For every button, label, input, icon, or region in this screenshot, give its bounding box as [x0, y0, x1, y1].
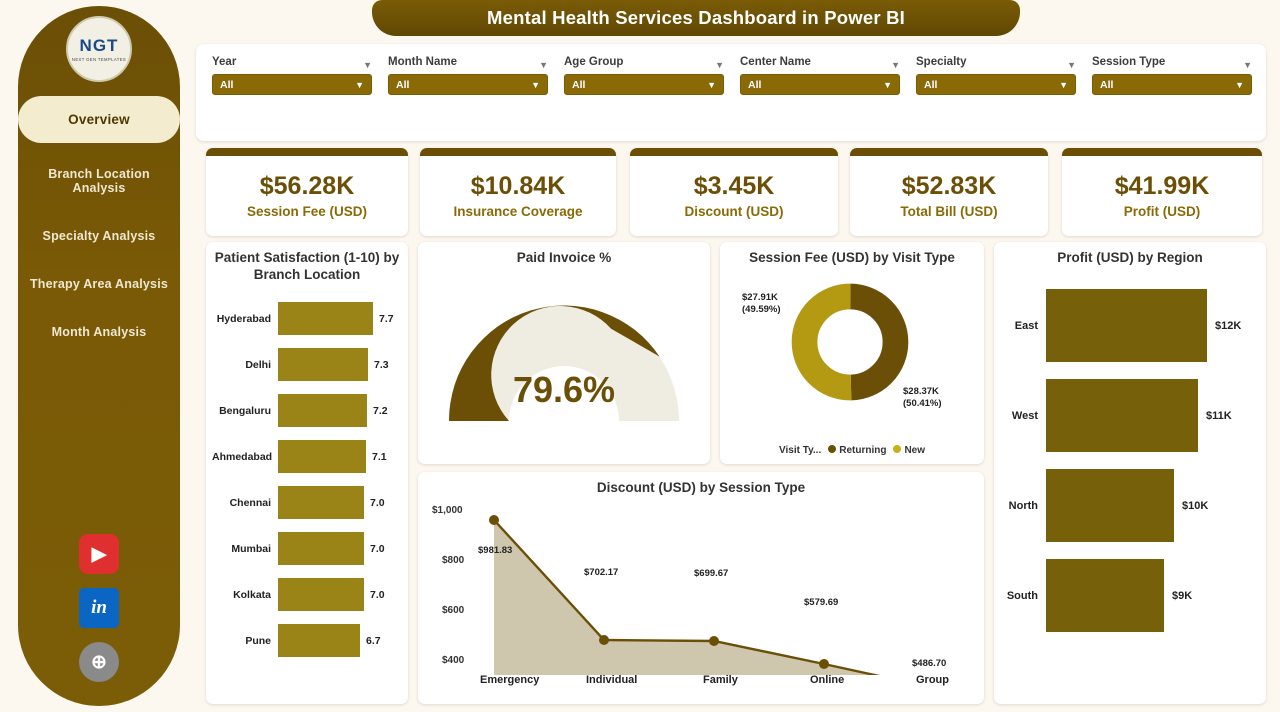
- filter-month-name[interactable]: [382, 52, 554, 135]
- y-tick-1000: $1,000: [432, 505, 463, 516]
- filter-age-group-value[interactable]: [564, 74, 724, 95]
- bar-row[interactable]: [994, 281, 1266, 371]
- bar-value-label: 7.1: [372, 450, 387, 463]
- bar-value-label: 7.0: [370, 588, 385, 601]
- chevron-down-icon[interactable]: ▼: [531, 79, 540, 90]
- bar-value-label: 7.3: [374, 358, 389, 371]
- chart-patient-satisfaction: [206, 242, 408, 704]
- bar-row[interactable]: [994, 551, 1266, 641]
- chevron-down-icon[interactable]: ▼: [1243, 60, 1252, 70]
- kpi-discount-label: Discount (USD): [684, 204, 784, 220]
- kpi-profit: [1062, 148, 1262, 236]
- linkedin-icon[interactable]: in: [79, 588, 119, 628]
- bar-category-label: Chennai: [229, 496, 271, 509]
- chevron-down-icon[interactable]: ▼: [1059, 79, 1068, 90]
- bar-row[interactable]: [994, 371, 1266, 461]
- kpi-profit-label: Profit (USD): [1123, 204, 1201, 220]
- kpi-discount-value: $3.45K: [693, 171, 775, 200]
- point-label-group: $486.70: [912, 658, 947, 669]
- area-chart-svg[interactable]: [476, 500, 976, 675]
- filter-year-selected: All: [220, 78, 234, 91]
- kpi-insurance-coverage: [420, 148, 616, 236]
- kpi-session-fee: [206, 148, 408, 236]
- sidebar-item-month-analysis[interactable]: Month Analysis: [51, 325, 147, 339]
- legend-label-new: New: [904, 445, 926, 456]
- kpi-total-bill-value: $52.83K: [901, 171, 997, 200]
- bar-row[interactable]: [206, 618, 408, 664]
- sidebar-item-therapy-area-analysis[interactable]: Therapy Area Analysis: [29, 277, 169, 291]
- sidebar: [18, 6, 180, 706]
- bar-category-label: Delhi: [245, 358, 271, 371]
- bar-category-label: East: [1014, 319, 1038, 332]
- bar-value-label: $9K: [1172, 589, 1193, 602]
- bar-row[interactable]: [206, 388, 408, 434]
- x-tick-individual: Individual: [586, 674, 638, 686]
- bar-value-label: 7.0: [370, 496, 385, 509]
- page-title: Mental Health Services Dashboard in Power BI: [372, 0, 1020, 36]
- bar-value-label: $11K: [1206, 409, 1232, 422]
- logo-subtext: NEXT GEN TEMPLATES: [71, 56, 127, 62]
- y-tick-600: $600: [442, 605, 465, 616]
- filter-specialty-selected: All: [924, 78, 938, 91]
- bar-row[interactable]: [206, 296, 408, 342]
- filter-center-name[interactable]: [734, 52, 906, 135]
- point-label-family: $699.67: [694, 568, 729, 579]
- filter-center-name-label: Center Name: [740, 56, 811, 68]
- filter-year-value[interactable]: [212, 74, 372, 95]
- filter-year[interactable]: [206, 52, 378, 135]
- website-icon[interactable]: ⊕: [79, 642, 119, 682]
- chart-discount-by-session-type: [418, 472, 984, 704]
- chart-paid-invoice-title: Paid Invoice %: [516, 250, 612, 265]
- chart-paid-invoice-gauge: [418, 242, 710, 464]
- chevron-down-icon[interactable]: ▼: [1235, 79, 1244, 90]
- donut-slice-label-new: [903, 386, 942, 410]
- filter-specialty-value[interactable]: [916, 74, 1076, 95]
- logo: [66, 16, 132, 82]
- legend-item-new[interactable]: [893, 445, 925, 456]
- bar-category-label: North: [1008, 499, 1038, 512]
- bar-value-label: $10K: [1182, 499, 1209, 512]
- filter-center-name-value[interactable]: [740, 74, 900, 95]
- x-tick-group: Group: [916, 674, 949, 686]
- bar-value-label: 7.0: [370, 542, 385, 555]
- logo-text: NGT: [79, 35, 119, 55]
- filter-age-group-label: Age Group: [564, 56, 624, 68]
- donut-returning-pct: (49.59%): [742, 303, 781, 315]
- filter-age-group-selected: All: [572, 78, 586, 91]
- bar-row[interactable]: [206, 342, 408, 388]
- legend-item-returning[interactable]: [828, 445, 886, 456]
- bar-category-label: West: [1011, 409, 1038, 422]
- bar-value-label: 7.7: [379, 312, 394, 325]
- filter-session-type[interactable]: [1086, 52, 1258, 135]
- legend-swatch-new: [893, 445, 901, 453]
- gauge-value-label: 79.6%: [512, 368, 616, 410]
- filter-month-name-value[interactable]: [388, 74, 548, 95]
- bar-value-label: 6.7: [366, 634, 381, 647]
- filter-specialty-label: Specialty: [916, 56, 967, 68]
- chart-profit-by-region: [994, 242, 1266, 704]
- chevron-down-icon[interactable]: ▼: [1067, 60, 1076, 70]
- x-tick-family: Family: [703, 674, 738, 686]
- y-tick-400: $400: [442, 655, 465, 666]
- chevron-down-icon[interactable]: ▼: [539, 60, 548, 70]
- legend-label-returning: Returning: [839, 445, 887, 456]
- point-label-emergency: $981.83: [478, 545, 513, 556]
- sidebar-item-overview[interactable]: Overview: [18, 96, 180, 143]
- bar-row[interactable]: [206, 480, 408, 526]
- chevron-down-icon[interactable]: ▼: [715, 60, 724, 70]
- chart-patient-satisfaction-title: Patient Satisfaction (1-10) by Branch Location: [214, 250, 400, 282]
- x-tick-emergency: Emergency: [480, 674, 540, 686]
- x-tick-online: Online: [810, 674, 845, 686]
- filter-session-type-label: Session Type: [1092, 56, 1166, 68]
- donut-legend: [720, 445, 984, 456]
- kpi-discount: [630, 148, 838, 236]
- filter-month-name-selected: All: [396, 78, 410, 91]
- bar-category-label: South: [1006, 589, 1038, 602]
- filter-bar: [196, 44, 1266, 141]
- bar-row[interactable]: [994, 461, 1266, 551]
- bar-category-label: Bengaluru: [219, 404, 271, 417]
- filter-specialty[interactable]: [910, 52, 1082, 135]
- filter-age-group[interactable]: [558, 52, 730, 135]
- donut-new-value: $28.37K: [903, 386, 939, 397]
- bar-category-label: Ahmedabad: [212, 450, 273, 463]
- bar-value-label: $12K: [1215, 319, 1242, 332]
- legend-title: Visit Ty...: [778, 445, 822, 456]
- bar-value-label: 7.2: [373, 404, 388, 417]
- filter-session-type-value[interactable]: [1092, 74, 1252, 95]
- point-label-online: $579.69: [804, 597, 839, 608]
- chevron-down-icon[interactable]: ▼: [707, 79, 716, 90]
- filter-year-label: Year: [212, 56, 237, 68]
- bar-row[interactable]: [206, 434, 408, 480]
- kpi-total-bill-label: Total Bill (USD): [900, 204, 998, 220]
- donut-new-pct: (50.41%): [903, 397, 942, 409]
- chart-discount-title: Discount (USD) by Session Type: [596, 480, 806, 495]
- kpi-insurance-coverage-label: Insurance Coverage: [453, 204, 583, 220]
- gauge-graphic: [429, 281, 699, 431]
- chevron-down-icon[interactable]: ▼: [363, 60, 372, 70]
- legend-swatch-returning: [828, 445, 836, 453]
- chevron-down-icon[interactable]: ▼: [355, 79, 364, 90]
- kpi-insurance-coverage-value: $10.84K: [470, 171, 566, 200]
- kpi-total-bill: [850, 148, 1048, 236]
- chart-session-fee-title: Session Fee (USD) by Visit Type: [749, 250, 955, 265]
- filter-center-name-selected: All: [748, 78, 762, 91]
- kpi-profit-value: $41.99K: [1114, 171, 1210, 200]
- filter-month-name-label: Month Name: [388, 56, 457, 68]
- bar-row[interactable]: [206, 526, 408, 572]
- bar-row[interactable]: [206, 572, 408, 618]
- donut-slice-label-returning: [742, 292, 781, 316]
- kpi-session-fee-value: $56.28K: [259, 171, 355, 200]
- donut-returning-value: $27.91K: [742, 292, 778, 303]
- social-links: [79, 534, 119, 682]
- sidebar-item-branch-location-analysis[interactable]: Branch Location Analysis: [48, 167, 150, 195]
- chevron-down-icon[interactable]: ▼: [891, 60, 900, 70]
- donut-svg[interactable]: [790, 282, 910, 402]
- bar-category-label: Hyderabad: [216, 312, 271, 325]
- sidebar-item-specialty-analysis[interactable]: Specialty Analysis: [42, 229, 156, 243]
- y-tick-800: $800: [442, 555, 465, 566]
- bar-category-label: Pune: [245, 634, 271, 647]
- chart-profit-by-region-title: Profit (USD) by Region: [1057, 250, 1203, 265]
- chart-session-fee-by-visit-type: [720, 242, 984, 464]
- point-label-individual: $702.17: [584, 567, 619, 578]
- bar-category-label: Mumbai: [231, 542, 271, 555]
- chevron-down-icon[interactable]: ▼: [883, 79, 892, 90]
- kpi-session-fee-label: Session Fee (USD): [246, 204, 368, 220]
- bar-category-label: Kolkata: [233, 588, 271, 601]
- filter-session-type-selected: All: [1100, 78, 1114, 91]
- youtube-icon[interactable]: ▶: [79, 534, 119, 574]
